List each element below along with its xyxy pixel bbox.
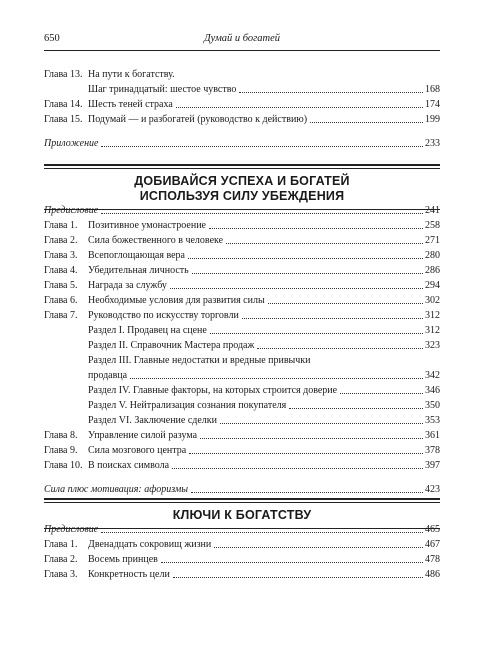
toc-chapter-title: Предисловие — [44, 205, 99, 216]
toc-entry — [44, 338, 440, 353]
toc-chapter-label: Глава 15. — [44, 114, 83, 125]
toc-entry — [44, 112, 440, 127]
toc-leader-dots — [191, 491, 423, 493]
toc-page-number: 423 — [425, 484, 440, 495]
section-title-line2: ИСПОЛЬЗУЯ СИЛУ УБЕЖДЕНИЯ — [139, 189, 345, 203]
toc-continuation — [44, 67, 440, 151]
section-title-line1: ДОБИВАЙСЯ УСПЕХА И БОГАТЕЙ — [134, 174, 350, 188]
toc-chapter-title: Сила плюс мотивация: афоризмы — [44, 484, 188, 495]
section-title: КЛЮЧИ К БОГАТСТВУ — [172, 508, 312, 522]
toc-chapter-title: Шаг тринадцатый: шестое чувство — [88, 84, 237, 95]
toc-leader-dots — [257, 347, 423, 349]
toc-leader-dots — [188, 257, 423, 259]
toc-leader-dots — [226, 242, 423, 244]
toc-leader-dots — [176, 106, 423, 108]
toc-chapter-title: Убедительная личность — [88, 265, 189, 276]
toc-page-number: 280 — [425, 250, 440, 261]
toc-page-number: 294 — [425, 280, 440, 291]
toc-entry-text — [44, 552, 158, 567]
header-rule — [44, 50, 440, 51]
toc-chapter-title: Приложение — [44, 138, 99, 149]
toc-entry — [44, 443, 440, 458]
toc-entry-text — [44, 353, 311, 368]
toc-leader-dots — [242, 317, 423, 319]
toc-chapter-title: Шесть теней страха — [88, 99, 173, 110]
toc-leader-dots — [161, 561, 423, 563]
toc-entry-text — [44, 263, 189, 278]
toc-entry-text — [44, 218, 206, 233]
toc-entry-text — [44, 203, 98, 218]
toc-page-number: 465 — [425, 524, 440, 535]
toc-persuasion — [44, 203, 440, 497]
toc-chapter-label: Глава 4. — [44, 265, 78, 276]
toc-leader-dots — [130, 377, 423, 379]
toc-leader-dots — [214, 546, 423, 548]
toc-entry — [44, 537, 440, 552]
page-number: 650 — [44, 33, 60, 44]
toc-page-number: 323 — [425, 340, 440, 351]
toc-chapter-label: Глава 3. — [44, 569, 78, 580]
toc-chapter-title: Раздел III. Главные недостатки и вредные привычки — [88, 355, 311, 366]
toc-chapter-title: продавца — [88, 370, 128, 381]
toc-page-number: 486 — [425, 569, 440, 580]
toc-page-number: 312 — [425, 310, 440, 321]
toc-entry-text — [44, 82, 236, 97]
toc-entry-text — [44, 458, 169, 473]
toc-entry-text — [44, 278, 167, 293]
toc-entry — [44, 458, 440, 473]
toc-entry — [44, 398, 440, 413]
toc-leader-dots — [268, 302, 423, 304]
toc-entry-text — [44, 308, 239, 323]
toc-entry-text — [44, 383, 337, 398]
toc-entry — [44, 552, 440, 567]
toc-page-number: 350 — [425, 400, 440, 411]
running-head — [44, 29, 440, 49]
toc-entry-text — [44, 398, 286, 413]
toc-page-number: 271 — [425, 235, 440, 246]
toc-entry — [44, 293, 440, 308]
toc-page-number: 168 — [425, 84, 440, 95]
toc-chapter-title: В поисках символа — [88, 460, 170, 471]
toc-entry — [44, 323, 440, 338]
toc-chapter-label: Глава 1. — [44, 539, 78, 550]
toc-leader-dots — [172, 467, 423, 469]
toc-chapter-label: Глава 6. — [44, 295, 78, 306]
toc-entry-text — [44, 136, 98, 151]
toc-page-number: 258 — [425, 220, 440, 231]
toc-entry-text — [44, 413, 217, 428]
toc-page-number: 174 — [425, 99, 440, 110]
toc-leader-dots — [101, 531, 423, 533]
toc-chapter-title: Раздел I. Продавец на сцене — [88, 325, 207, 336]
toc-entry-text — [44, 67, 175, 82]
toc-page-number: 353 — [425, 415, 440, 426]
toc-page-number: 199 — [425, 114, 440, 125]
toc-entry — [44, 383, 440, 398]
toc-chapter-label: Глава 5. — [44, 280, 78, 291]
toc-entry — [44, 368, 440, 383]
toc-entry-text — [44, 323, 207, 338]
toc-chapter-title: Восемь принцев — [88, 554, 158, 565]
toc-leader-dots — [192, 272, 423, 274]
toc-chapter-title: Раздел IV. Главные факторы, на которых строится доверие — [88, 385, 338, 396]
toc-entry — [44, 97, 440, 112]
toc-page-number: 361 — [425, 430, 440, 441]
toc-entry — [44, 82, 440, 97]
toc-chapter-title: Необходимые условия для развития силы — [88, 295, 265, 306]
toc-entry-text — [44, 97, 173, 112]
toc-chapter-title: Предисловие — [44, 524, 99, 535]
toc-chapter-label: Глава 2. — [44, 554, 78, 565]
toc-entry — [44, 263, 440, 278]
toc-gap — [44, 127, 440, 136]
toc-leader-dots — [101, 212, 423, 214]
toc-entry-text — [44, 537, 211, 552]
toc-entry — [44, 308, 440, 323]
toc-entry-text — [44, 567, 170, 582]
toc-chapter-label: Глава 8. — [44, 430, 78, 441]
toc-leader-dots — [310, 121, 423, 123]
toc-leader-dots — [220, 422, 423, 424]
toc-chapter-title: Двенадцать сокровищ жизни — [88, 539, 212, 550]
toc-chapter-label: Глава 7. — [44, 310, 78, 321]
toc-leader-dots — [289, 407, 423, 409]
toc-entry-text — [44, 443, 186, 458]
toc-chapter-title: На пути к богатству. — [88, 69, 175, 80]
section-rule-thick — [44, 498, 440, 500]
toc-entry — [44, 67, 440, 82]
toc-entry — [44, 233, 440, 248]
toc-entry-text — [44, 338, 254, 353]
toc-entry — [44, 218, 440, 233]
toc-page-number: 312 — [425, 325, 440, 336]
toc-chapter-label: Глава 10. — [44, 460, 83, 471]
toc-page-number: 346 — [425, 385, 440, 396]
toc-entry — [44, 203, 440, 218]
toc-chapter-title: Сила божественного в человеке — [88, 235, 224, 246]
toc-entry — [44, 136, 440, 151]
toc-chapter-title: Награда за службу — [88, 280, 167, 291]
toc-leader-dots — [340, 392, 423, 394]
toc-page-number: 467 — [425, 539, 440, 550]
toc-chapter-label: Глава 3. — [44, 250, 78, 261]
toc-leader-dots — [200, 437, 423, 439]
toc-leader-dots — [189, 452, 423, 454]
toc-chapter-title: Сила мозгового центра — [88, 445, 187, 456]
toc-page-number: 302 — [425, 295, 440, 306]
toc-page-number: 286 — [425, 265, 440, 276]
toc-chapter-label: Глава 9. — [44, 445, 78, 456]
toc-gap — [44, 473, 440, 482]
toc-leader-dots — [173, 576, 423, 578]
toc-keys — [44, 522, 440, 582]
toc-entry-text — [44, 233, 223, 248]
toc-entry-text — [44, 293, 265, 308]
toc-entry — [44, 482, 440, 497]
book-page — [44, 0, 440, 650]
toc-chapter-label: Глава 13. — [44, 69, 83, 80]
toc-chapter-label: Глава 1. — [44, 220, 78, 231]
toc-page-number: 233 — [425, 138, 440, 149]
toc-chapter-label: Глава 2. — [44, 235, 78, 246]
toc-leader-dots — [239, 91, 423, 93]
toc-leader-dots — [101, 145, 423, 147]
toc-chapter-title: Руководство по искусству торговли — [88, 310, 239, 321]
toc-page-number: 397 — [425, 460, 440, 471]
toc-page-number: 342 — [425, 370, 440, 381]
toc-chapter-title: Конкретность цели — [88, 569, 170, 580]
toc-entry-text — [44, 248, 185, 263]
toc-entry-text — [44, 522, 98, 537]
toc-entry-text — [44, 112, 307, 127]
toc-entry — [44, 567, 440, 582]
toc-page-number: 478 — [425, 554, 440, 565]
toc-page-number: 241 — [425, 205, 440, 216]
toc-leader-dots — [210, 332, 423, 334]
toc-entry — [44, 522, 440, 537]
toc-entry-text — [44, 368, 127, 383]
toc-chapter-title: Подумай — и разбогатей (руководство к действию) — [88, 114, 308, 125]
toc-chapter-title: Раздел V. Нейтрализация сознания покупателя — [88, 400, 287, 411]
toc-entry — [44, 278, 440, 293]
toc-chapter-title: Позитивное умонастроение — [88, 220, 206, 231]
toc-entry — [44, 413, 440, 428]
toc-chapter-title: Раздел VI. Заключение сделки — [88, 415, 217, 426]
toc-entry-text — [44, 428, 197, 443]
toc-page-number: 378 — [425, 445, 440, 456]
toc-entry — [44, 353, 440, 368]
toc-entry — [44, 248, 440, 263]
toc-chapter-title: Управление силой разума — [88, 430, 198, 441]
toc-leader-dots — [170, 287, 423, 289]
toc-chapter-title: Всепоглощающая вера — [88, 250, 185, 261]
running-title: Думай и богатей — [203, 33, 280, 44]
toc-leader-dots — [209, 227, 423, 229]
toc-entry — [44, 428, 440, 443]
section-rule-thick — [44, 164, 440, 166]
toc-chapter-title: Раздел II. Справочник Мастера продаж — [88, 340, 255, 351]
toc-entry-text — [44, 482, 188, 497]
toc-chapter-label: Глава 14. — [44, 99, 83, 110]
